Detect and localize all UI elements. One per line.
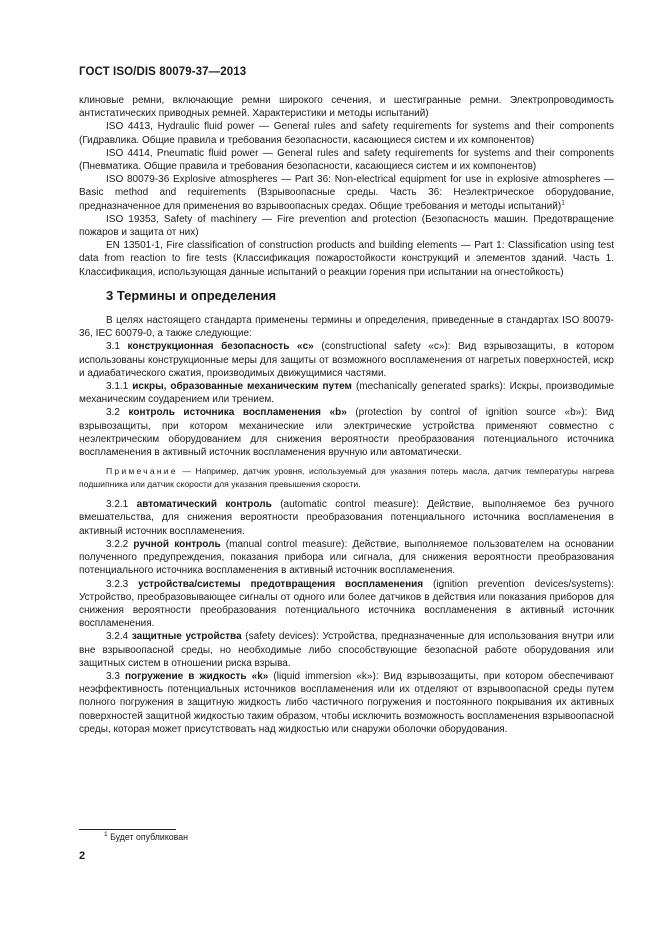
- term-name: защитные устройства: [131, 631, 242, 643]
- term-definition: (constructional safety «c»): Вид взрывозащиты, в котором использованы конструкционные меры для защиты от возможного воспламенения от нагретых поверхностей, искр и адиабатического сжатия, производимых движущимися частями.: [79, 341, 615, 379]
- term-number: 3.2.3: [106, 578, 129, 590]
- footnote-ref: 1: [561, 199, 565, 207]
- footnote-text: Будет опубликован: [110, 832, 188, 842]
- term-3-1-1: [79, 380, 614, 406]
- term-name: контроль источника воспламенения «b»: [128, 407, 347, 419]
- footnote: [104, 832, 188, 842]
- reference-iso-4414: ISO 4414, Pneumatic fluid power — General rules and safety requirements for systems and their components (Пневматика. Общие правила и требования безопасности, касающиеся систем и их компонентов): [79, 147, 614, 173]
- note-label: Примечание: [106, 466, 178, 477]
- term-definition: (automatic control measure): Действие, выполняемое без ручного вмешательства, для снижения вероятности преобразования потенциального источника воспламенения в активный источник воспламенения.: [79, 499, 614, 537]
- term-3-2-2: [79, 538, 614, 578]
- term-definition: (mechanically generated sparks): Искры, производимые механическим соударением или трением.: [79, 381, 615, 406]
- term-3-2-3: [79, 578, 614, 631]
- page-number: 2: [79, 850, 86, 862]
- reference-iso-80079-36-text: ISO 80079-36 Explosive atmospheres — Part 36: Non-electrical equipment for use in explosive atmospheres — Basic method and requirements (Взрывоопасные среды. Часть 36: Неэлектрическое оборудование, предназначенное для применения во взрывоопасных средах. Общие требования и методы испытаний): [79, 174, 614, 212]
- note: [79, 465, 614, 490]
- section-intro: В целях настоящего стандарта применены термины и определения, приведенные в стандартах ISO 80079-36, IEC 60079-0, а также следующие:: [79, 315, 614, 340]
- note-text: — Например, датчик уровня, используемый для указания потерь масла, датчик температуры нагрева подшипника или датчик скорости для указания превышения скорости.: [79, 466, 615, 489]
- term-3-3: [79, 670, 614, 736]
- term-number: 3.1.1: [106, 381, 129, 393]
- term-number: 3.2.1: [106, 499, 129, 511]
- document-body: [79, 94, 614, 736]
- term-3-2: [79, 406, 614, 459]
- footnote-divider: [79, 829, 176, 830]
- term-definition: (ignition prevention devices/systems): Устройство, преобразовывающее сигналы от одного или более датчиков в действия или показания приборов для снижения вероятности преобразования потенциального источника воспламенения в активный источник воспламенения.: [79, 578, 614, 630]
- reference-iso-19353: ISO 19353, Safety of machinery — Fire prevention and protection (Безопасность машин. Предотвращение пожаров и защита от них): [79, 213, 614, 239]
- term-name: автоматический контроль: [136, 499, 272, 511]
- reference-iso-80079-36: [79, 173, 614, 213]
- term-number: 3.2.2: [106, 538, 129, 550]
- document-header: ГОСТ ISO/DIS 80079-37—2013: [79, 66, 247, 78]
- term-3-2-1: [79, 498, 614, 538]
- term-3-1: [79, 340, 614, 380]
- section-title: 3 Термины и определения: [106, 287, 277, 303]
- term-name: ручной контроль: [133, 538, 221, 550]
- term-definition: (safety devices): Устройства, предназначенные для использования внутри или вне взрывоопасной среды, но необходимые либо способствующие безопасной работе оборудования или защитных систем в отношении риска взрыва.: [79, 631, 614, 669]
- term-number: 3.3: [106, 670, 120, 682]
- term-definition: (manual control measure): Действие, выполняемое пользователем на основании полученного предупреждения, показания прибора или сигнала, для снижения вероятности преобразования потенциального источника воспламенения в активный источник воспламенения.: [79, 538, 614, 577]
- reference-iso-4413: ISO 4413, Hydraulic fluid power — General rules and safety requirements for systems and their components (Гидравлика. Общие правила и требования безопасности, касающиеся систем и их компонентов): [79, 121, 614, 146]
- term-name: искры, образованные механическим путем: [132, 381, 352, 393]
- term-name: погружение в жидкость «k»: [124, 670, 269, 682]
- term-number: 3.2: [106, 407, 120, 419]
- term-definition: (protection by control of ignition source «b»): Вид взрывозащиты, при котором механические или электрические устройства применяют совместно с неэлектрическим оборудованием для снижения вероятности преобразования потенциального источника воспламенения в активный источник воспламенения вручную или автоматически.: [79, 407, 615, 459]
- term-definition: (liquid immersion «k»): Вид взрывозащиты, при котором обеспечивают неэффективность потенциальных источников воспламенения или их отделяют от взрывоопасной среды путем полного погружения в защитную жидкость либо частичного погружения и постоянного покрывания их активных поверхностей защитной жидкостью таким образом, чтобы исключить возможность воспламенения взрывоопасной среды, которая может присутствовать над жидкостью или снаружи оболочки оборудования.: [79, 670, 614, 735]
- term-name: конструкционная безопасность «c»: [127, 341, 314, 353]
- footnote-mark: 1: [104, 831, 108, 839]
- term-number: 3.2.4: [106, 631, 129, 643]
- reference-en-13501-1: EN 13501-1, Fire classification of construction products and building elements — Part 1: Classification using test data from reaction to fire tests (Классификация пожаростойкости конструкций и элементов зданий. Часть 1. Классификация, использующая данные испытаний о реакции горения при испытании на огнестойкость): [79, 240, 614, 278]
- term-3-2-4: [79, 630, 614, 670]
- term-number: 3.1: [106, 341, 120, 353]
- reference-continuation: клиновые ремни, включающие ремни широкого сечения, и шестигранные ремни. Электропроводимость антистатических приводных ремней. Характеристики и методы испытаний): [79, 95, 614, 120]
- term-name: устройства/системы предотвращения воспламенения: [138, 578, 424, 590]
